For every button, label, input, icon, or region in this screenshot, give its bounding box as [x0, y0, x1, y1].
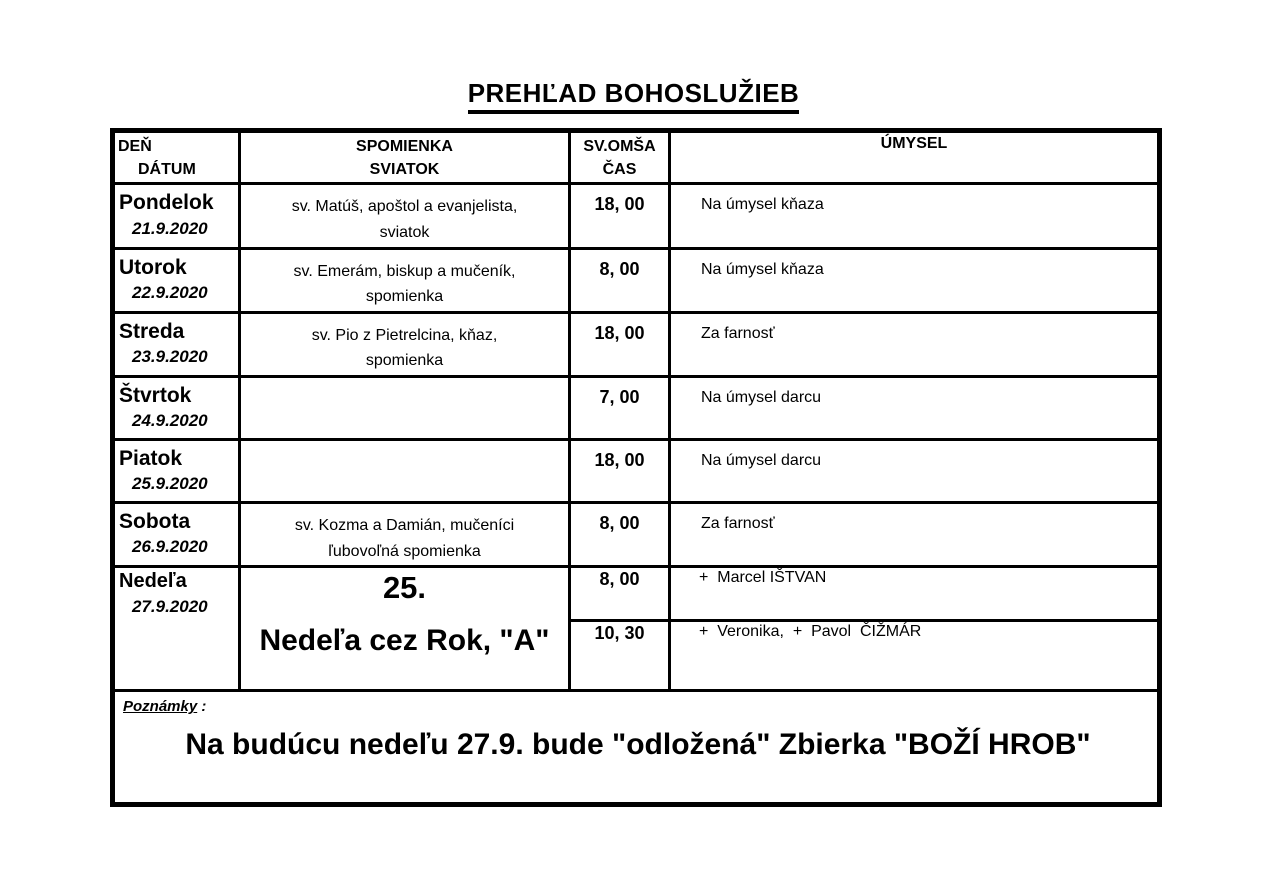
header-mass-column: [570, 131, 670, 184]
page-title-container: [110, 78, 1157, 114]
day-cell: [113, 439, 240, 502]
feast-line2: sviatok: [379, 223, 430, 241]
day-name: Streda: [119, 319, 185, 343]
day-name: Štvrtok: [119, 383, 192, 407]
day-cell: [113, 376, 240, 439]
feast-line2: ľubovoľná spomienka: [328, 542, 481, 560]
mass-intention: Za farnosť: [670, 502, 1160, 566]
mass-intention: Za farnosť: [670, 312, 1160, 376]
mass-time: 8, 00: [570, 502, 670, 566]
day-date: 24.9.2020: [132, 411, 208, 431]
header-feast-line2: SVIATOK: [369, 161, 440, 179]
day-date: 22.9.2020: [132, 282, 208, 302]
day-name: Nedeľa: [119, 570, 187, 593]
header-feast-line1: SPOMIENKA: [356, 138, 453, 155]
mass-time: 18, 00: [570, 184, 670, 248]
notes-label-text: Poznámky: [123, 698, 198, 716]
mass-intention: Na úmysel kňaza: [670, 184, 1160, 248]
mass-time: 18, 00: [570, 439, 670, 502]
day-cell: [113, 248, 240, 312]
feast-cell: [240, 312, 570, 376]
mass-intention: Na úmysel darcu: [670, 376, 1160, 439]
mass-time: 8, 00: [570, 248, 670, 312]
table-row-sunday-mass1: [113, 567, 1160, 621]
day-cell: [113, 502, 240, 566]
header-intention-column: ÚMYSEL: [670, 131, 1160, 184]
table-row-tuesday: [113, 248, 1160, 312]
feast-cell: [240, 184, 570, 248]
feast-line1: sv. Kozma a Damián, mučeníci: [294, 516, 515, 534]
feast-line1: sv. Matúš, apoštol a evanjelista,: [291, 198, 518, 216]
table-row-wednesday: [113, 312, 1160, 376]
table-row-saturday: [113, 502, 1160, 566]
feast-cell: [240, 567, 570, 691]
mass-schedule-table: [110, 128, 1162, 807]
day-name: Piatok: [119, 446, 183, 470]
mass-time: 7, 00: [570, 376, 670, 439]
feast-cell: [240, 248, 570, 312]
notes-label-suffix: :: [197, 698, 207, 716]
sunday-title: Nedeľa cez Rok, "A": [259, 624, 550, 658]
day-cell: [113, 184, 240, 248]
notes-label: [123, 698, 1153, 715]
day-date: 26.9.2020: [132, 537, 208, 557]
table-header-row: [113, 131, 1160, 184]
day-name: Pondelok: [119, 191, 214, 215]
notes-cell: [113, 691, 1160, 805]
day-date: 27.9.2020: [132, 597, 208, 617]
day-name: Sobota: [119, 509, 191, 533]
mass-time: 10, 30: [570, 621, 670, 691]
day-cell: [113, 312, 240, 376]
header-mass-line1: SV.OMŠA: [583, 138, 656, 155]
day-cell: [113, 567, 240, 691]
feast-line1: sv. Pio z Pietrelcina, kňaz,: [311, 326, 498, 344]
feast-cell: [240, 502, 570, 566]
mass-time: 8, 00: [570, 567, 670, 621]
feast-cell: [240, 439, 570, 502]
day-date: 21.9.2020: [132, 218, 208, 238]
mass-intention: Na úmysel darcu: [670, 439, 1160, 502]
page-title: PREHĽAD BOHOSLUŽIEB: [468, 78, 800, 114]
notes-announcement: Na budúcu nedeľu 27.9. bude "odložená" Zbierka "BOŽÍ HROB": [185, 728, 1091, 762]
header-feast-column: [240, 131, 570, 184]
day-name: Utorok: [119, 255, 187, 279]
feast-line1: sv. Emerám, biskup a mučeník,: [293, 262, 516, 280]
mass-intention: + Veronika, + Pavol ČIŽMÁR: [670, 621, 1160, 691]
feast-line2: spomienka: [365, 352, 444, 370]
day-date: 25.9.2020: [132, 474, 208, 494]
header-day-line2: DÁTUM: [138, 161, 196, 179]
notes-row: [113, 691, 1160, 805]
feast-line2: spomienka: [365, 288, 444, 306]
header-mass-line2: ČAS: [602, 161, 637, 179]
day-date: 23.9.2020: [132, 347, 208, 366]
header-day-column: [113, 131, 240, 184]
mass-time: 18, 00: [570, 312, 670, 376]
header-day-line1: DEŇ: [118, 138, 152, 155]
mass-intention: Na úmysel kňaza: [670, 248, 1160, 312]
table-row-monday: [113, 184, 1160, 248]
table-row-friday: [113, 439, 1160, 502]
table-row-thursday: [113, 376, 1160, 439]
mass-intention: + Marcel IŠTVAN: [670, 567, 1160, 621]
sunday-number: 25.: [382, 570, 427, 606]
feast-cell: [240, 376, 570, 439]
